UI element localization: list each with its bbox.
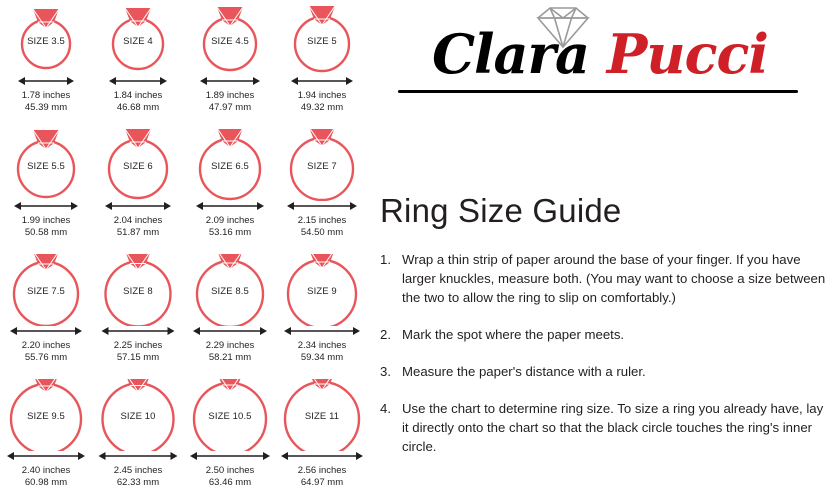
ring-illustration bbox=[184, 377, 276, 449]
ring-measurements bbox=[184, 338, 276, 363]
ring-size-inches: 2.34 inches bbox=[297, 340, 347, 351]
ring-size-cell bbox=[276, 127, 368, 252]
ring-size-cell bbox=[92, 377, 184, 502]
ring-size-label: SIZE 7.5 bbox=[27, 286, 65, 297]
ring-size-cell bbox=[276, 252, 368, 377]
ring-size-mm: 51.87 mm bbox=[116, 226, 160, 238]
ring-size-cell bbox=[0, 2, 92, 127]
ring-size-mm: 46.68 mm bbox=[116, 101, 160, 113]
ring-size-cell bbox=[184, 127, 276, 252]
logo-first-word: Clara bbox=[432, 22, 589, 86]
measure-arrow-icon bbox=[184, 74, 276, 88]
ring-size-inches: 2.20 inches bbox=[21, 340, 71, 351]
ring-measurements bbox=[184, 463, 276, 488]
ring-measurements bbox=[0, 338, 92, 363]
measure-arrow-icon bbox=[0, 74, 92, 88]
ring-size-label: SIZE 3.5 bbox=[27, 36, 65, 47]
ring-size-cell bbox=[0, 377, 92, 502]
brand-logo bbox=[380, 4, 820, 104]
ring-measurements bbox=[276, 213, 368, 238]
measure-arrow-icon bbox=[276, 324, 368, 338]
ring-size-mm: 63.46 mm bbox=[208, 476, 252, 488]
ring-illustration bbox=[92, 377, 184, 449]
measure-arrow-icon bbox=[184, 449, 276, 463]
ring-illustration bbox=[184, 127, 276, 199]
ring-illustration bbox=[92, 2, 184, 74]
ring-measurements bbox=[276, 338, 368, 363]
ring-illustration bbox=[184, 252, 276, 324]
ring-size-inches: 1.89 inches bbox=[205, 90, 255, 101]
step-number: 1. bbox=[380, 252, 391, 267]
ring-size-cell bbox=[0, 127, 92, 252]
ring-measurements bbox=[184, 213, 276, 238]
measure-arrow-icon bbox=[92, 449, 184, 463]
measure-arrow-icon bbox=[276, 449, 368, 463]
ring-size-cell bbox=[0, 252, 92, 377]
ring-illustration bbox=[276, 252, 368, 324]
ring-size-label: SIZE 9.5 bbox=[27, 411, 65, 422]
ring-measurements bbox=[92, 88, 184, 113]
measure-arrow-icon bbox=[92, 199, 184, 213]
measure-arrow-icon bbox=[184, 199, 276, 213]
ring-measurements bbox=[276, 463, 368, 488]
ring-size-inches: 2.04 inches bbox=[113, 215, 163, 226]
ring-measurements bbox=[0, 213, 92, 238]
instruction-step bbox=[380, 325, 830, 344]
page-title: Ring Size Guide bbox=[380, 192, 622, 229]
ring-size-inches: 1.78 inches bbox=[21, 90, 71, 101]
ring-size-mm: 57.15 mm bbox=[116, 351, 160, 363]
ring-size-inches: 1.99 inches bbox=[21, 215, 71, 226]
ring-size-mm: 60.98 mm bbox=[24, 476, 68, 488]
ring-size-label: SIZE 8 bbox=[123, 286, 153, 297]
ring-size-cell bbox=[184, 2, 276, 127]
ring-size-cell bbox=[92, 2, 184, 127]
ring-size-label: SIZE 7 bbox=[307, 161, 337, 172]
measure-arrow-icon bbox=[92, 324, 184, 338]
measure-arrow-icon bbox=[276, 199, 368, 213]
ring-size-label: SIZE 4 bbox=[123, 36, 153, 47]
ring-size-mm: 47.97 mm bbox=[208, 101, 252, 113]
ring-measurements bbox=[276, 88, 368, 113]
instruction-step bbox=[380, 399, 830, 456]
ring-size-label: SIZE 6.5 bbox=[211, 161, 249, 172]
measure-arrow-icon bbox=[0, 324, 92, 338]
measure-arrow-icon bbox=[0, 199, 92, 213]
measure-arrow-icon bbox=[92, 74, 184, 88]
ring-size-mm: 49.32 mm bbox=[300, 101, 344, 113]
instruction-step bbox=[380, 250, 830, 307]
ring-illustration bbox=[0, 127, 92, 199]
ring-size-mm: 54.50 mm bbox=[300, 226, 344, 238]
ring-size-inches: 1.84 inches bbox=[113, 90, 163, 101]
ring-size-label: SIZE 11 bbox=[304, 411, 340, 422]
ring-illustration bbox=[0, 377, 92, 449]
ring-illustration bbox=[276, 127, 368, 199]
ring-size-cell bbox=[184, 377, 276, 502]
ring-measurements bbox=[0, 88, 92, 113]
ring-illustration bbox=[276, 377, 368, 449]
ring-size-inches: 2.25 inches bbox=[113, 340, 163, 351]
ring-size-mm: 62.33 mm bbox=[116, 476, 160, 488]
ring-size-inches: 1.94 inches bbox=[297, 90, 347, 101]
ring-size-mm: 53.16 mm bbox=[208, 226, 252, 238]
instruction-step bbox=[380, 362, 830, 381]
ring-size-label: SIZE 9 bbox=[307, 286, 337, 297]
ring-size-inches: 2.50 inches bbox=[205, 465, 255, 476]
ring-size-label: SIZE 10.5 bbox=[208, 411, 252, 422]
ring-size-cell bbox=[276, 377, 368, 502]
logo-wordmark bbox=[380, 22, 820, 86]
ring-size-cell bbox=[184, 252, 276, 377]
ring-size-mm: 50.58 mm bbox=[24, 226, 68, 238]
step-text: Use the chart to determine ring size. To size a ring you already have, lay it directly onto the chart so that the black circle touches the ring's inner circle. bbox=[402, 401, 824, 454]
ring-size-cell bbox=[92, 127, 184, 252]
ring-size-inches: 2.56 inches bbox=[297, 465, 347, 476]
ring-size-cell bbox=[276, 2, 368, 127]
measure-arrow-icon bbox=[0, 449, 92, 463]
ring-size-label: SIZE 6 bbox=[123, 161, 153, 172]
step-text: Mark the spot where the paper meets. bbox=[402, 327, 625, 342]
ring-size-mm: 59.34 mm bbox=[300, 351, 344, 363]
ring-size-inches: 2.09 inches bbox=[205, 215, 255, 226]
ring-size-mm: 64.97 mm bbox=[300, 476, 344, 488]
logo-second-word: Pucci bbox=[606, 22, 768, 86]
ring-size-grid bbox=[0, 0, 368, 502]
measure-arrow-icon bbox=[184, 324, 276, 338]
logo-underline bbox=[398, 90, 798, 93]
ring-measurements bbox=[92, 213, 184, 238]
ring-size-label: SIZE 4.5 bbox=[211, 36, 249, 47]
ring-illustration bbox=[92, 127, 184, 199]
info-panel bbox=[372, 0, 839, 501]
measure-arrow-icon bbox=[276, 74, 368, 88]
ring-size-mm: 45.39 mm bbox=[24, 101, 68, 113]
ring-measurements bbox=[92, 338, 184, 363]
step-number: 2. bbox=[380, 327, 391, 342]
ring-size-inches: 2.29 inches bbox=[205, 340, 255, 351]
ring-size-label: SIZE 10 bbox=[120, 411, 156, 422]
ring-size-inches: 2.15 inches bbox=[297, 215, 347, 226]
ring-measurements bbox=[92, 463, 184, 488]
ring-illustration bbox=[92, 252, 184, 324]
ring-size-mm: 55.76 mm bbox=[24, 351, 68, 363]
step-number: 3. bbox=[380, 364, 391, 379]
step-text: Measure the paper's distance with a ruler. bbox=[402, 364, 646, 379]
step-number: 4. bbox=[380, 401, 391, 416]
ring-size-mm: 58.21 mm bbox=[208, 351, 252, 363]
ring-size-label: SIZE 5.5 bbox=[27, 161, 65, 172]
ring-measurements bbox=[184, 88, 276, 113]
instruction-steps bbox=[380, 250, 830, 474]
ring-illustration bbox=[276, 2, 368, 74]
ring-size-inches: 2.45 inches bbox=[113, 465, 163, 476]
ring-size-cell bbox=[92, 252, 184, 377]
ring-size-inches: 2.40 inches bbox=[21, 465, 71, 476]
ring-size-chart bbox=[0, 0, 368, 501]
ring-illustration bbox=[184, 2, 276, 74]
ring-size-label: SIZE 5 bbox=[307, 36, 337, 47]
ring-measurements bbox=[0, 463, 92, 488]
ring-size-label: SIZE 8.5 bbox=[211, 286, 249, 297]
ring-illustration bbox=[0, 2, 92, 74]
ring-illustration bbox=[0, 252, 92, 324]
step-text: Wrap a thin strip of paper around the base of your finger. If you have larger knuckles, measure both. (You may want to choose a size between the two to allow the ring to slip on comfortably.) bbox=[402, 252, 826, 305]
